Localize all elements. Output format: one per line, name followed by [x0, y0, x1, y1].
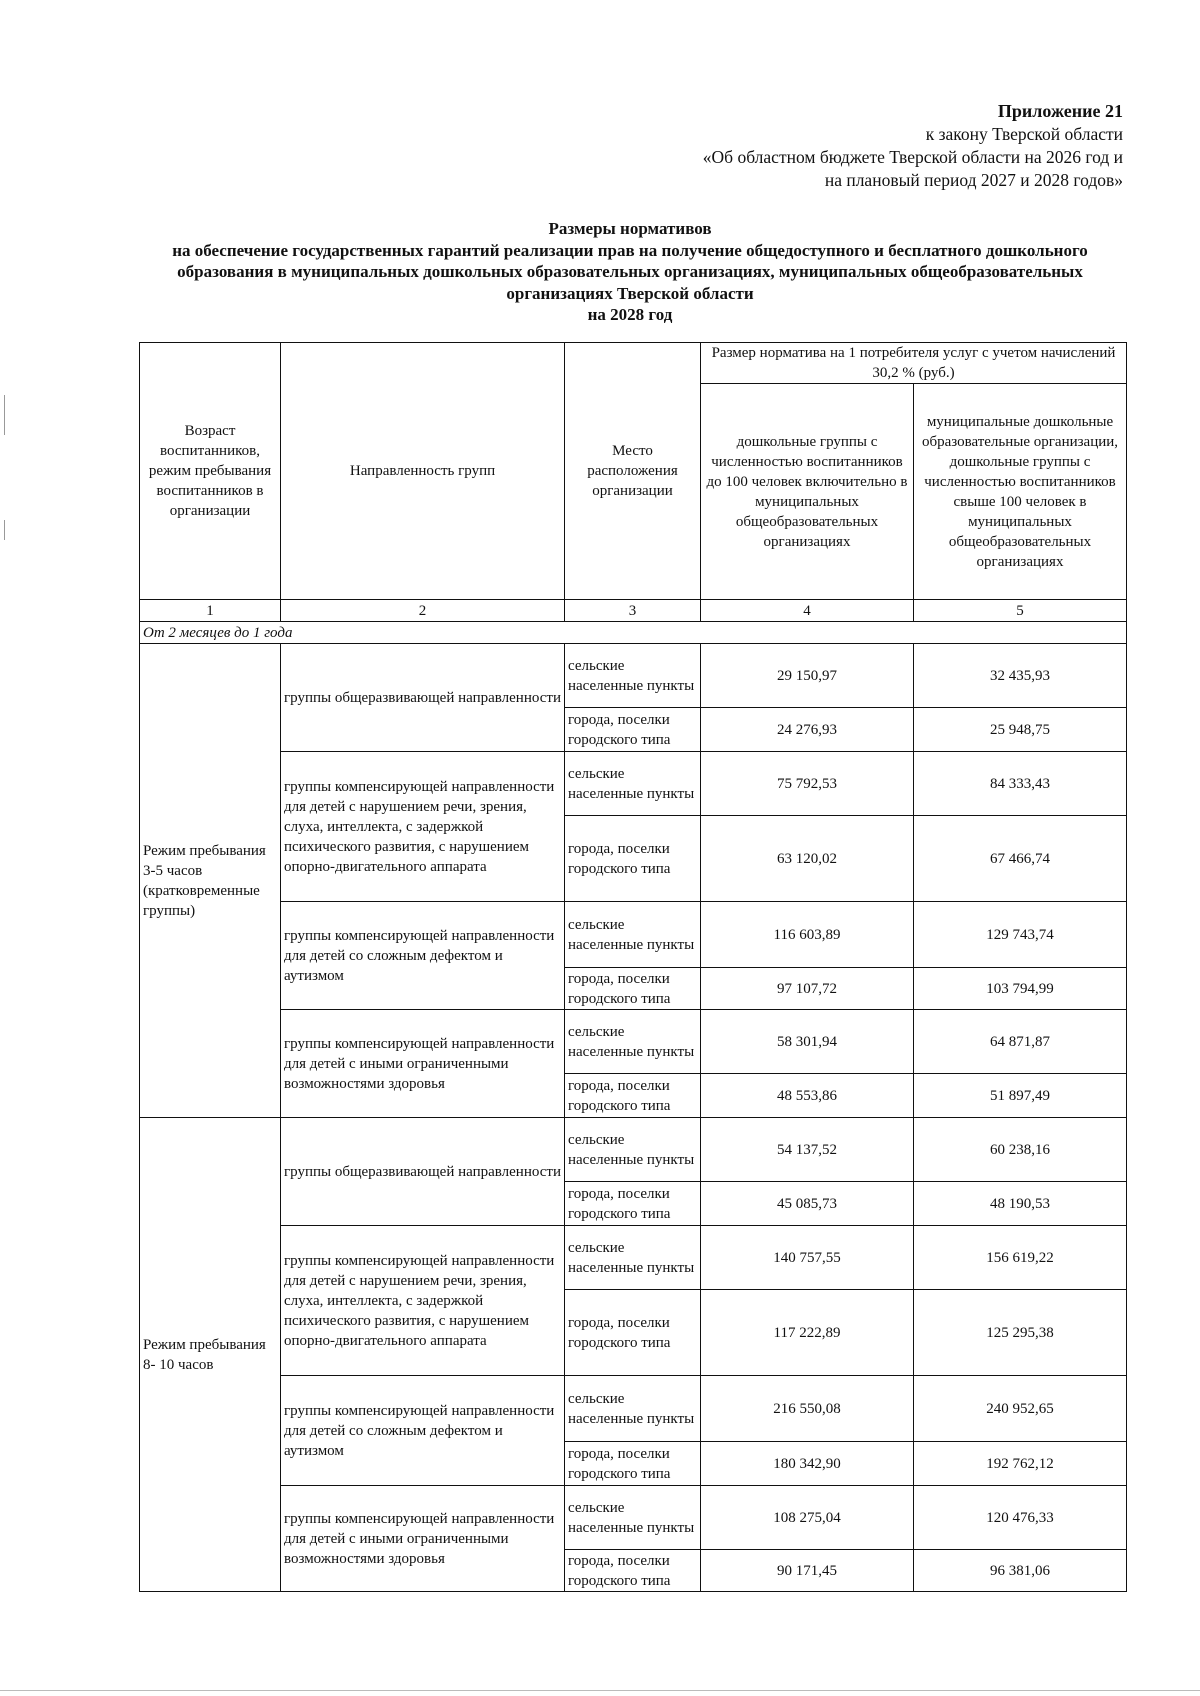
group-speech: группы компенсирующей направленности для детей с нарушением речи, зрения, слуха, интеллекта, с задержкой психического развития, с нарушением опорно-двигательного аппарата	[281, 752, 565, 902]
value-cell: 140 757,55	[701, 1226, 914, 1290]
group-general: группы общеразвивающей направленности	[281, 644, 565, 752]
place-urban: города, поселки городского типа	[565, 708, 701, 752]
col-header-small-groups: дошкольные группы с численностью воспитанников до 100 человек включительно в муниципальных общеобразовательных организациях	[701, 384, 914, 600]
value-cell: 90 171,45	[701, 1550, 914, 1592]
title-line-1: Размеры нормативов	[548, 219, 712, 238]
value-cell: 129 743,74	[914, 902, 1127, 968]
value-cell: 84 333,43	[914, 752, 1127, 816]
value-cell: 48 190,53	[914, 1182, 1127, 1226]
title-line-4: организациях Тверской области	[506, 283, 754, 303]
section-title: От 2 месяцев до 1 года	[140, 622, 1127, 644]
value-cell: 64 871,87	[914, 1010, 1127, 1074]
value-cell: 24 276,93	[701, 708, 914, 752]
value-cell: 116 603,89	[701, 902, 914, 968]
value-cell: 63 120,02	[701, 816, 914, 902]
value-cell: 32 435,93	[914, 644, 1127, 708]
document-title	[130, 218, 1130, 326]
place-urban: города, поселки городского типа	[565, 968, 701, 1010]
place-rural: сельские населенные пункты	[565, 644, 701, 708]
mode-label-short: Режим пребывания 3-5 часов (кратковременные группы)	[140, 644, 281, 1118]
title-line-2: на обеспечение государственных гарантий реализации прав на получение общедоступного и бесплатного дошкольного	[172, 240, 1088, 260]
value-cell: 156 619,22	[914, 1226, 1127, 1290]
value-cell: 48 553,86	[701, 1074, 914, 1118]
group-limited: группы компенсирующей направленности для детей с иными ограниченными возможностями здоровья	[281, 1010, 565, 1118]
group-general: группы общеразвивающей направленности	[281, 1118, 565, 1226]
col-header-age: Возраст воспитанников, режим пребывания воспитанников в организации	[140, 343, 281, 600]
value-cell: 216 550,08	[701, 1376, 914, 1442]
col-header-large-orgs: муниципальные дошкольные образовательные организации, дошкольные группы с численностью воспитанников свыше 100 человек в муниципальных общеобразовательных организациях	[914, 384, 1127, 600]
header-line-3: на плановый период 2027 и 2028 годов»	[824, 170, 1123, 190]
col-header-location: Место расположения организации	[565, 343, 701, 600]
col-index-5: 5	[914, 600, 1127, 622]
place-rural: сельские населенные пункты	[565, 902, 701, 968]
value-cell: 125 295,38	[914, 1290, 1127, 1376]
title-line-3: образования в муниципальных дошкольных образовательных организациях, муниципальных общеобразовательных	[177, 262, 1083, 281]
value-cell: 192 762,12	[914, 1442, 1127, 1486]
value-cell: 75 792,53	[701, 752, 914, 816]
place-urban: города, поселки городского типа	[565, 1290, 701, 1376]
col-header-direction: Направленность групп	[281, 343, 565, 600]
group-speech: группы компенсирующей направленности для детей с нарушением речи, зрения, слуха, интеллекта, с задержкой психического развития, с нарушением опорно-двигательного аппарата	[281, 1226, 565, 1376]
normatives-table	[139, 342, 1127, 1592]
scan-artifact	[4, 520, 5, 540]
value-cell: 103 794,99	[914, 968, 1127, 1010]
value-cell: 51 897,49	[914, 1074, 1127, 1118]
place-rural: сельские населенные пункты	[565, 1486, 701, 1550]
document-header	[703, 100, 1123, 192]
scan-artifact	[4, 395, 5, 435]
mode-label-full: Режим пребывания 8- 10 часов	[140, 1118, 281, 1592]
value-cell: 97 107,72	[701, 968, 914, 1010]
value-cell: 29 150,97	[701, 644, 914, 708]
value-cell: 25 948,75	[914, 708, 1127, 752]
value-cell: 117 222,89	[701, 1290, 914, 1376]
col-index-1: 1	[140, 600, 281, 622]
place-urban: города, поселки городского типа	[565, 1550, 701, 1592]
value-cell: 45 085,73	[701, 1182, 914, 1226]
value-cell: 108 275,04	[701, 1486, 914, 1550]
col-index-3: 3	[565, 600, 701, 622]
place-rural: сельские населенные пункты	[565, 1376, 701, 1442]
place-rural: сельские населенные пункты	[565, 1226, 701, 1290]
appendix-number: Приложение 21	[997, 101, 1123, 121]
value-cell: 120 476,33	[914, 1486, 1127, 1550]
scan-artifact	[0, 1690, 1200, 1691]
header-line-2: «Об областном бюджете Тверской области на 2026 год и	[702, 147, 1123, 167]
value-cell: 54 137,52	[701, 1118, 914, 1182]
value-cell: 240 952,65	[914, 1376, 1127, 1442]
place-rural: сельские населенные пункты	[565, 752, 701, 816]
col-index-4: 4	[701, 600, 914, 622]
group-autism: группы компенсирующей направленности для детей со сложным дефектом и аутизмом	[281, 1376, 565, 1486]
value-cell: 58 301,94	[701, 1010, 914, 1074]
col-index-2: 2	[281, 600, 565, 622]
col-header-norm-size: Размер норматива на 1 потребителя услуг с учетом начислений 30,2 % (руб.)	[701, 343, 1127, 384]
value-cell: 60 238,16	[914, 1118, 1127, 1182]
group-autism: группы компенсирующей направленности для детей со сложным дефектом и аутизмом	[281, 902, 565, 1010]
header-line-1: к закону Тверской области	[925, 124, 1123, 144]
place-rural: сельские населенные пункты	[565, 1010, 701, 1074]
value-cell: 96 381,06	[914, 1550, 1127, 1592]
title-line-5: на 2028 год	[587, 305, 673, 324]
place-urban: города, поселки городского типа	[565, 816, 701, 902]
place-urban: города, поселки городского типа	[565, 1182, 701, 1226]
value-cell: 67 466,74	[914, 816, 1127, 902]
place-urban: города, поселки городского типа	[565, 1442, 701, 1486]
place-urban: города, поселки городского типа	[565, 1074, 701, 1118]
place-rural: сельские населенные пункты	[565, 1118, 701, 1182]
value-cell: 180 342,90	[701, 1442, 914, 1486]
group-limited: группы компенсирующей направленности для детей с иными ограниченными возможностями здоровья	[281, 1486, 565, 1592]
